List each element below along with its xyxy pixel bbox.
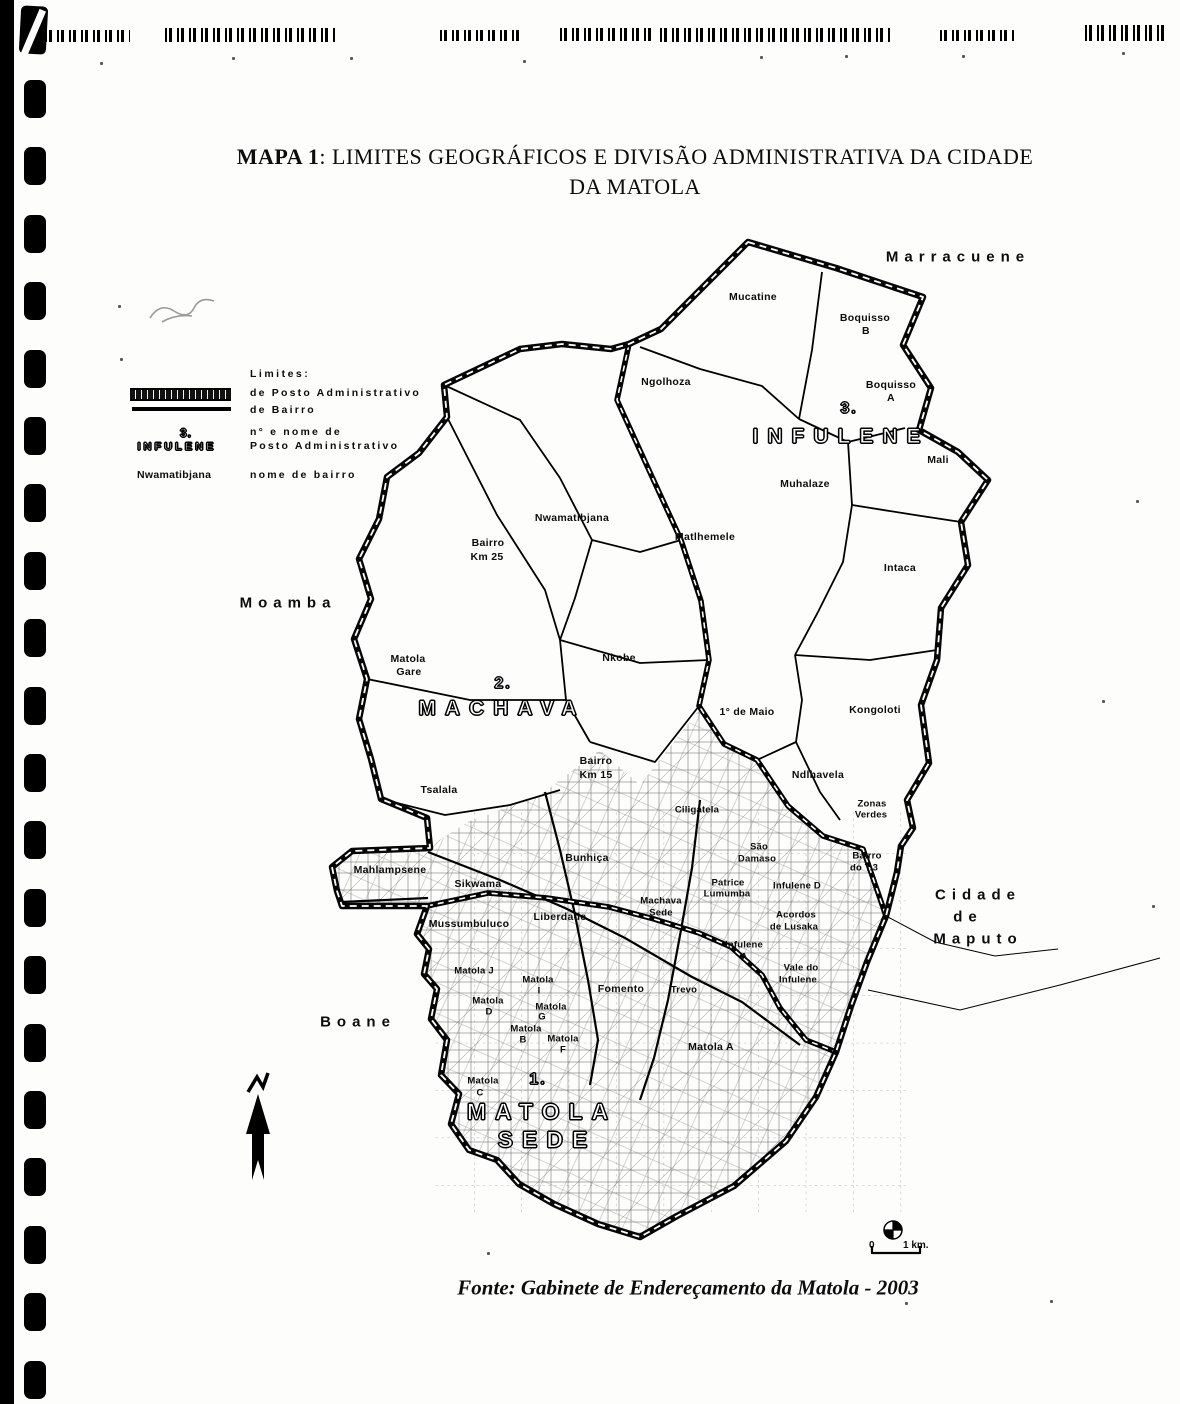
map-label: INFULENE bbox=[752, 425, 930, 448]
map-label: do T.3 bbox=[849, 862, 879, 874]
map-label: F bbox=[559, 1044, 567, 1056]
map-label: Nwamatibjana bbox=[534, 512, 610, 524]
map-label: São bbox=[749, 841, 769, 853]
map-label: Matola J bbox=[454, 965, 494, 977]
legend-bairro-line-swatch bbox=[132, 407, 231, 411]
map-label: 2. bbox=[494, 675, 512, 692]
map-label: Zonas bbox=[857, 798, 887, 810]
binding-hole bbox=[24, 215, 46, 253]
scan-noise bbox=[45, 30, 130, 42]
map-label: Muhalaze bbox=[780, 478, 830, 490]
binding-hole bbox=[24, 889, 46, 927]
binding-hole bbox=[24, 821, 46, 859]
binding-hole bbox=[24, 956, 46, 994]
map-label: Tsalala bbox=[420, 784, 458, 796]
map-label: Infulene bbox=[778, 974, 818, 986]
scan-noise bbox=[560, 28, 656, 41]
map-label: Bairro bbox=[471, 537, 505, 549]
map-label: A bbox=[887, 392, 895, 404]
map-label: Patrice bbox=[711, 877, 745, 889]
scan-noise bbox=[440, 30, 520, 41]
map-label: Ngolhoza bbox=[641, 376, 691, 388]
scan-noise bbox=[940, 30, 1016, 41]
maputo-side-lines bbox=[868, 916, 1160, 1010]
map-label: Kongoloti bbox=[849, 704, 901, 716]
source-caption: Fonte: Gabinete de Endereçamento da Matola - 2003 bbox=[457, 1275, 919, 1300]
legend-heading: Limites: bbox=[250, 368, 311, 380]
map-label: Matola bbox=[547, 1033, 579, 1045]
map-label: Boquisso bbox=[839, 312, 891, 324]
map-label: Acordos bbox=[776, 909, 816, 921]
map-label: Liberdade bbox=[533, 911, 587, 923]
map-label: de bbox=[953, 908, 983, 926]
map-label: Matola bbox=[467, 1075, 499, 1087]
scan-speck bbox=[1102, 700, 1105, 703]
map-label: Infulene D bbox=[773, 880, 821, 892]
map-label: I bbox=[537, 985, 541, 997]
binding-hole bbox=[24, 619, 46, 657]
map-label: Moamba bbox=[239, 594, 337, 612]
map-label: Sikwama bbox=[454, 878, 502, 890]
binding-hole bbox=[24, 1091, 46, 1129]
scale-km-label: 1 km. bbox=[903, 1240, 929, 1251]
map-label: Gare bbox=[396, 666, 422, 678]
legend-sample-posto-name: INFULENE bbox=[137, 441, 217, 453]
legend-item-num-1: n° e nome de bbox=[250, 426, 342, 438]
binding-hole bbox=[24, 552, 46, 590]
map-label: Machava bbox=[640, 895, 682, 907]
bairro-boundaries bbox=[367, 272, 961, 820]
map-label: Boane bbox=[320, 1013, 396, 1031]
map-label: C bbox=[476, 1087, 484, 1099]
map-label: 1. bbox=[529, 1071, 547, 1088]
scan-speck bbox=[1122, 52, 1125, 55]
binding-hole bbox=[24, 147, 46, 185]
map-label: MATOLA bbox=[466, 1098, 618, 1125]
map-label: MACHAVA bbox=[418, 697, 586, 720]
map-title bbox=[225, 142, 1045, 202]
title-line2: DA MATOLA bbox=[569, 174, 701, 199]
map-label: Km 25 bbox=[470, 551, 504, 563]
scan-noise bbox=[165, 28, 337, 42]
binding-hole bbox=[24, 754, 46, 792]
map-label: Cidade bbox=[934, 886, 1022, 904]
binding-hole bbox=[24, 1024, 46, 1062]
map-label: A bbox=[740, 951, 748, 963]
map-label: Mussumbuluco bbox=[428, 918, 510, 930]
binding-hole bbox=[24, 1226, 46, 1264]
binding-hole bbox=[24, 1293, 46, 1331]
scan-edge-strip bbox=[0, 0, 14, 1404]
map-label: Maputo bbox=[933, 930, 1023, 948]
binding-hole bbox=[24, 484, 46, 522]
map-label: Marracuene bbox=[885, 248, 1031, 266]
map-label: Sede bbox=[649, 907, 673, 919]
legend-item-nome-bairro: nome de bairro bbox=[250, 469, 357, 481]
legend-sample-posto-num: 3. bbox=[179, 426, 193, 440]
map-label: Matola A bbox=[688, 1041, 734, 1053]
scan-speck bbox=[1136, 500, 1139, 503]
title-line1 bbox=[225, 142, 1045, 172]
scan-speck bbox=[1050, 1300, 1053, 1303]
map-label: Bairro bbox=[852, 850, 882, 862]
map-label: Mali bbox=[927, 454, 949, 466]
map-label: Intaca bbox=[883, 562, 917, 574]
binding-hole bbox=[24, 417, 46, 455]
map-label: Matola bbox=[522, 974, 554, 986]
binding-hole bbox=[24, 282, 46, 320]
map-label: Km 15 bbox=[579, 769, 613, 781]
legend-item-bairro: de Bairro bbox=[250, 404, 316, 416]
map-label: Lumumba bbox=[703, 888, 751, 900]
map-label: B bbox=[862, 325, 870, 337]
legend-sample-bairro: Nwamatibjana bbox=[137, 469, 212, 481]
binding-hole bbox=[19, 5, 48, 54]
map-label: Nkobe bbox=[602, 652, 636, 664]
scan-speck bbox=[100, 62, 103, 65]
map-label: 3. bbox=[840, 400, 858, 417]
scan-speck bbox=[1152, 905, 1155, 908]
map-label: Matlhemele bbox=[674, 531, 736, 543]
binding-hole bbox=[24, 1158, 46, 1196]
scan-speck bbox=[118, 305, 121, 308]
map-label: SEDE bbox=[497, 1126, 597, 1153]
map-label: Mucatine bbox=[729, 291, 777, 303]
map-label: Matola bbox=[535, 1001, 567, 1013]
scan-speck bbox=[523, 60, 526, 63]
north-arrow-icon bbox=[246, 1073, 270, 1180]
scan-speck bbox=[350, 57, 353, 60]
scan-noise bbox=[660, 28, 892, 42]
map-label: Damaso bbox=[737, 853, 777, 865]
scale-zero-label: 0 bbox=[869, 1240, 875, 1251]
map-label: 1° de Maio bbox=[719, 706, 775, 718]
map-label: Infulene bbox=[724, 939, 764, 951]
legend-item-num-2: Posto Administrativo bbox=[250, 440, 400, 452]
map-label: de Lusaka bbox=[769, 921, 819, 933]
title-prefix: MAPA 1 bbox=[236, 144, 320, 169]
map-label: G bbox=[538, 1011, 546, 1023]
title-main: : LIMITES GEOGRÁFICOS E DIVISÃO ADMINISTRATIVA DA CIDADE bbox=[319, 144, 1034, 169]
map-label: Vale do bbox=[783, 962, 819, 974]
map-label: B bbox=[519, 1034, 527, 1046]
map-label: Bairro bbox=[579, 755, 613, 767]
map-label: Trevo bbox=[670, 984, 698, 996]
scan-speck bbox=[760, 56, 763, 59]
map-label: Boquisso bbox=[865, 379, 917, 391]
binding-hole bbox=[24, 350, 46, 388]
binding-hole bbox=[24, 80, 46, 118]
scan-speck bbox=[905, 1302, 908, 1305]
map-label: Ciligatela bbox=[674, 804, 720, 816]
map-label: Bunhiça bbox=[565, 852, 609, 864]
map-label: Matola bbox=[390, 653, 426, 665]
scan-speck bbox=[845, 55, 848, 58]
map-label: Mahlampsene bbox=[353, 864, 427, 876]
binding-hole bbox=[24, 687, 46, 725]
map-label: Fomento bbox=[597, 983, 645, 995]
map-label: Matola bbox=[472, 995, 504, 1007]
scan-speck bbox=[487, 1252, 490, 1255]
pencil-scribble bbox=[150, 300, 214, 322]
scan-speck bbox=[962, 55, 965, 58]
scan-noise bbox=[1085, 25, 1165, 41]
map-label: Matola bbox=[510, 1023, 542, 1035]
scan-speck bbox=[120, 358, 123, 361]
map-label: D bbox=[485, 1006, 493, 1018]
scan-speck bbox=[232, 57, 235, 60]
legend-posto-line-swatch bbox=[130, 388, 231, 401]
map-label: Ndlhavela bbox=[791, 769, 845, 781]
map-label: Verdes bbox=[854, 809, 888, 821]
binding-hole bbox=[24, 1361, 46, 1399]
legend-item-posto: de Posto Administrativo bbox=[250, 387, 421, 399]
